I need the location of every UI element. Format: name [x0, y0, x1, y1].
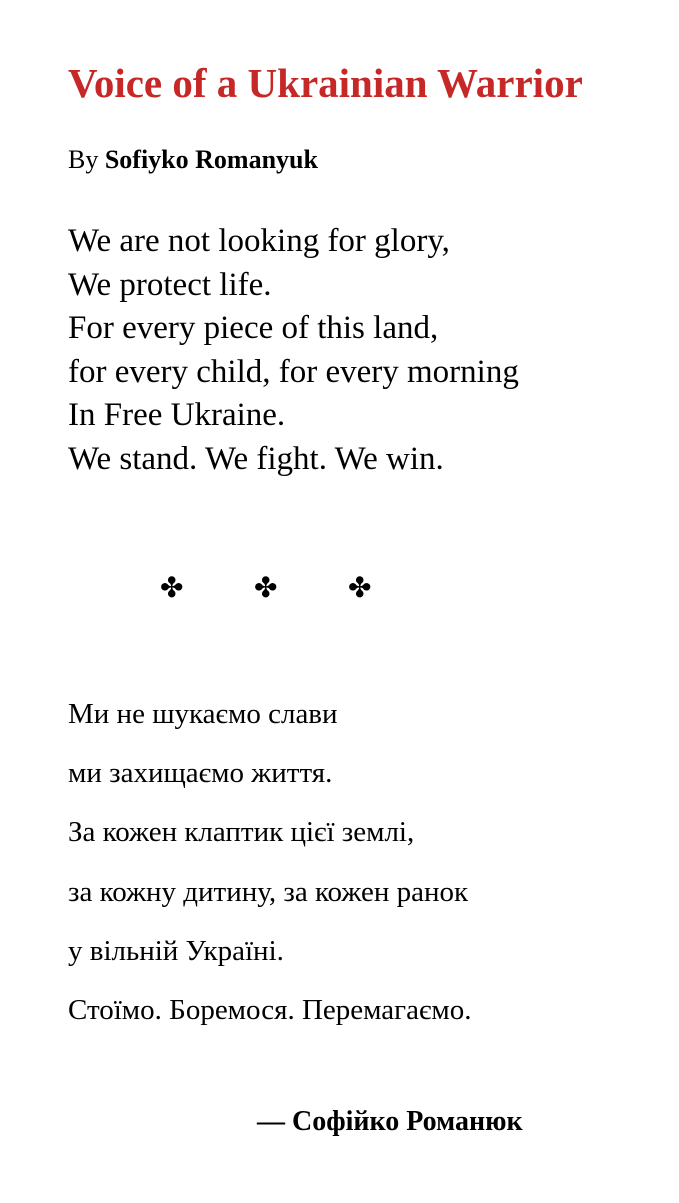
ukrainian-stanza: [68, 685, 472, 1040]
ukrainian-line: у вільній Україні.: [68, 934, 284, 967]
signature: — Софійко Романюк: [257, 1106, 523, 1137]
english-line: For every piece of this land,: [68, 310, 439, 347]
byline: [68, 145, 318, 175]
english-line: We protect life.: [68, 266, 272, 303]
flower-ornament-icon: ✤: [348, 571, 372, 604]
ukrainian-line: за кожну дитину, за кожен ранок: [68, 875, 469, 908]
english-stanza: [68, 220, 519, 482]
flower-ornament-icon: ✤: [160, 571, 184, 604]
ukrainian-line: За кожен клаптик цієї землі,: [68, 816, 415, 849]
ukrainian-line: Стоїмо. Боремося. Перемагаємо.: [68, 994, 472, 1027]
ukrainian-line: ми захищаємо життя.: [68, 757, 333, 790]
poem-title: Voice of a Ukrainian Warrior: [68, 60, 583, 106]
english-line: We stand. We fight. We win.: [68, 440, 444, 477]
english-line: for every child, for every morning: [68, 353, 519, 390]
byline-author: Sofiyko Romanyuk: [104, 145, 318, 174]
byline-prefix: By: [68, 145, 105, 174]
english-line: In Free Ukraine.: [68, 397, 286, 434]
section-divider-ornaments: [160, 568, 442, 608]
ukrainian-line: Ми не шукаємо слави: [68, 698, 338, 730]
flower-ornament-icon: ✤: [254, 571, 278, 604]
english-line: We are not looking for glory,: [68, 223, 450, 259]
